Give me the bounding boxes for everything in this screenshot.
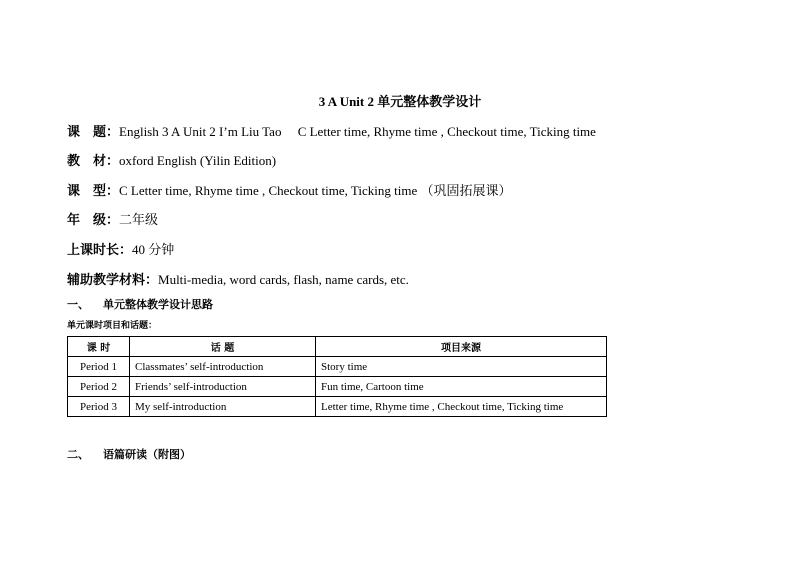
cell-period: Period 1 (68, 357, 130, 377)
document-title: 3 A Unit 2 单元整体教学设计 (318, 94, 482, 109)
cell-source: Fun time, Cartoon time (316, 377, 607, 397)
section-number: 一、 (67, 298, 89, 311)
field-label: 课 题： (67, 125, 120, 140)
field-value: 二年级 (119, 212, 159, 227)
field-value: C Letter time, Rhyme time , Checkout time, Ticking time （巩固拓展课） (119, 183, 512, 198)
field-topic (67, 124, 596, 141)
field-materials (67, 272, 409, 289)
field-value: Multi-media, word cards, flash, name cards, etc. (158, 272, 409, 287)
section-title: 单元整体教学设计思路 (103, 298, 213, 311)
field-label: 辅助教学材料： (67, 273, 159, 288)
field-value: oxford English (Yilin Edition) (119, 153, 277, 168)
section-heading-2 (67, 448, 191, 462)
table-header-row (68, 337, 607, 357)
section-heading-1 (67, 298, 213, 312)
section-title: 语篇研读（附图） (103, 448, 191, 461)
field-textbook (67, 153, 276, 170)
table-row (68, 377, 607, 397)
field-label: 教 材： (67, 154, 120, 169)
periods-table (67, 336, 607, 417)
cell-source: Letter time, Rhyme time , Checkout time, Ticking time (316, 397, 607, 417)
field-lesson-type (67, 183, 512, 200)
section-number: 二、 (67, 448, 89, 461)
cell-topic: Classmates’ self-introduction (130, 357, 316, 377)
cell-topic: Friends’ self-introduction (130, 377, 316, 397)
column-header-topic: 话 题 (130, 337, 316, 357)
field-label: 课 型： (67, 184, 120, 199)
field-duration (67, 242, 174, 259)
table-row (68, 397, 607, 417)
field-label: 年 级： (67, 213, 120, 228)
cell-topic: My self-introduction (130, 397, 316, 417)
field-value: English 3 A Unit 2 I’m Liu Tao C Letter time, Rhyme time , Checkout time, Ticking time (119, 124, 596, 139)
table-caption: 单元课时项目和话题： (67, 321, 158, 331)
table-row (68, 357, 607, 377)
field-value: 40 分钟 (132, 242, 175, 257)
field-label: 上课时长： (67, 243, 133, 258)
cell-period: Period 2 (68, 377, 130, 397)
column-header-period: 课 时 (68, 337, 130, 357)
cell-period: Period 3 (68, 397, 130, 417)
cell-source: Story time (316, 357, 607, 377)
column-header-source: 项目来源 (316, 337, 607, 357)
field-grade (67, 212, 158, 229)
